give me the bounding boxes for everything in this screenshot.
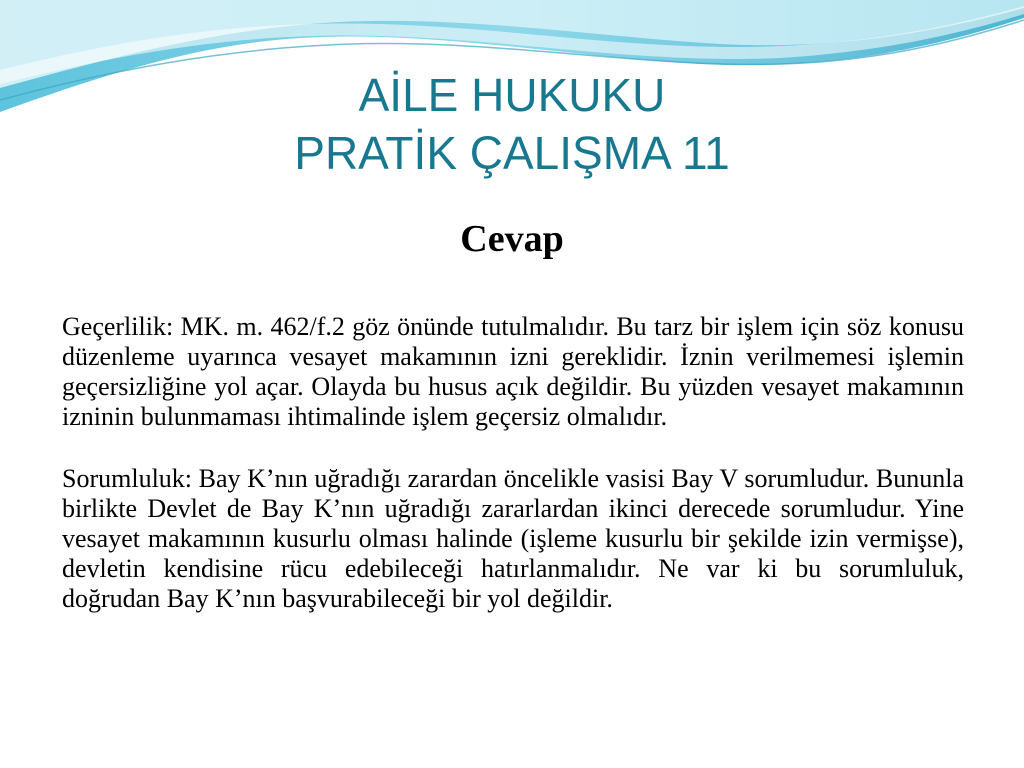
slide-subtitle: Cevap [460, 218, 564, 260]
paragraph-validity: Geçerlilik: MK. m. 462/f.2 göz önünde tutulmalıdır. Bu tarz bir işlem için söz konusu düzenleme uyarınca vesayet makamının izni gereklidir. İznin verilmemesi işlemin geçersizliğine yol açar. Olayda bu husus açık değildir. Bu yüzden vesayet makamının izninin bulunmaması ihtimalinde işlem geçersiz olmalıdır. [62, 312, 964, 431]
title-line-2: PRATİK ÇALIŞMA 11 [294, 127, 730, 179]
slide-body [62, 312, 964, 614]
paragraph-liability: Sorumluluk: Bay K’nın uğradığı zarardan öncelikle vasisi Bay V sorumludur. Bununla birlikte Devlet de Bay K’nın uğradığı zararlardan ikinci derecede sorumludur. Yine vesayet makamının kusurlu olması halinde (işleme kusurlu bir şekilde izin vermişse), devletin kendisine rücu edebileceği hatırlanmalıdır. Ne var ki bu sorumluluk, doğrudan Bay K’nın başvurabileceği bir yol değildir. [62, 464, 964, 613]
slide-title [0, 66, 1024, 182]
title-line-1: AİLE HUKUKU [358, 69, 666, 121]
